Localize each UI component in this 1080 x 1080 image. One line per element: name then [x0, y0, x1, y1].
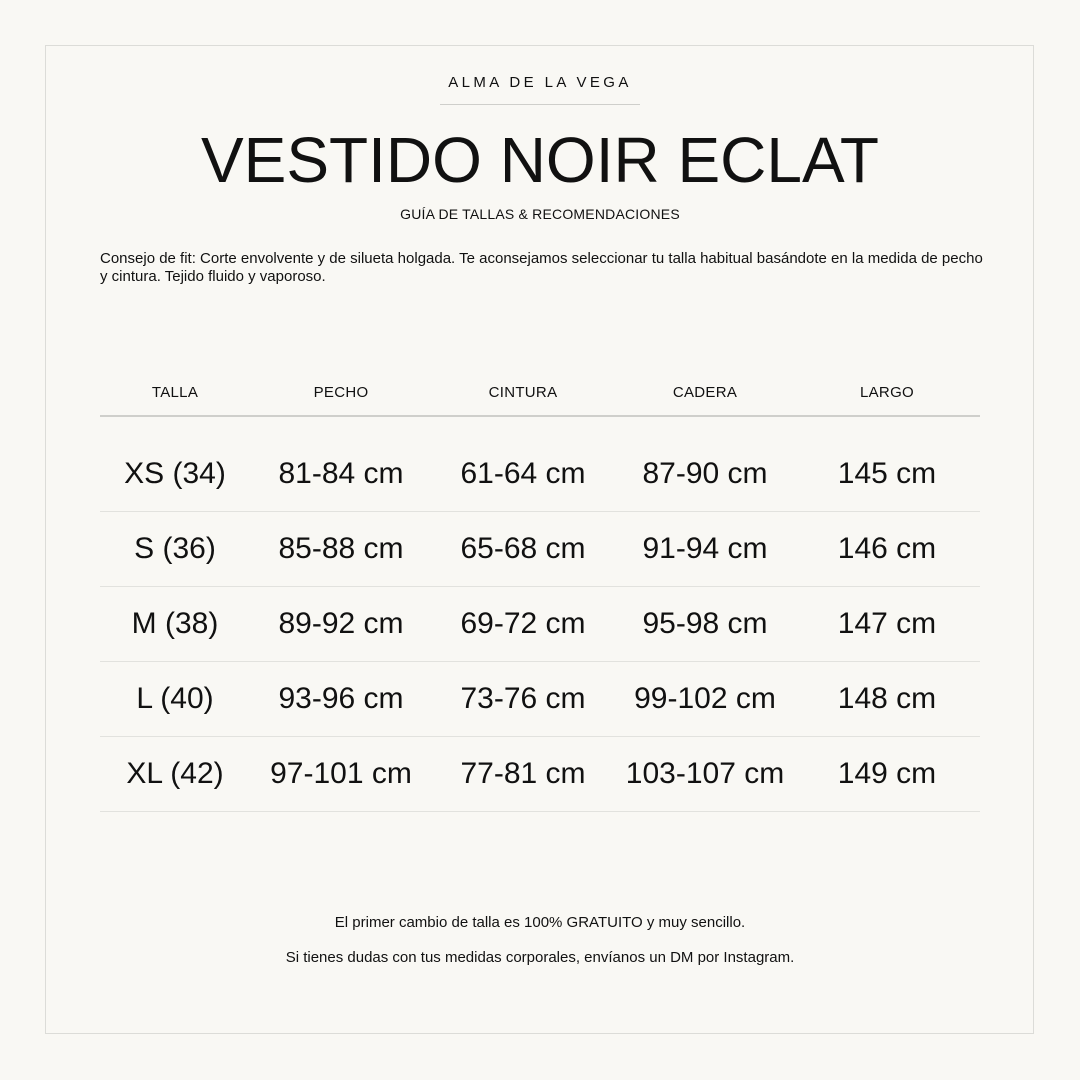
size-cell: XS (34) — [124, 457, 226, 490]
waist-cell: 69-72 cm — [460, 607, 586, 640]
hip-cell: 91-94 cm — [642, 532, 768, 565]
hip-cell: 99-102 cm — [634, 682, 776, 715]
header-largo: LARGO — [859, 384, 914, 401]
exchange-note: El primer cambio de talla es 100% GRATUITO y muy sencillo. — [334, 914, 746, 931]
chest-cell: 85-88 cm — [278, 532, 404, 565]
page-subtitle: GUÍA DE TALLAS & RECOMENDACIONES — [400, 206, 680, 222]
waist-cell: 77-81 cm — [460, 757, 586, 790]
table-body — [100, 417, 980, 812]
waist-cell: 73-76 cm — [460, 682, 586, 715]
size-cell: L (40) — [136, 682, 214, 715]
length-cell: 145 cm — [837, 457, 937, 490]
hip-cell: 95-98 cm — [642, 607, 768, 640]
size-table — [100, 370, 980, 812]
size-cell: S (36) — [134, 532, 216, 565]
table-header — [100, 370, 980, 417]
length-cell: 148 cm — [837, 682, 937, 715]
fit-tip: Consejo de fit: Corte envolvente y de silueta holgada. Te aconsejamos seleccionar tu talla habitual basándote en la medida de pecho y cintura. Tejido fluido y vaporoso. — [100, 250, 983, 285]
header-talla: TALLA — [151, 384, 199, 401]
table-row — [100, 737, 980, 812]
size-cell: XL (42) — [126, 757, 224, 790]
hip-cell: 87-90 cm — [642, 457, 768, 490]
table-row — [100, 512, 980, 587]
table-row — [100, 662, 980, 737]
chest-cell: 81-84 cm — [278, 457, 404, 490]
chest-cell: 89-92 cm — [278, 607, 404, 640]
waist-cell: 61-64 cm — [460, 457, 586, 490]
hip-cell: 103-107 cm — [625, 757, 785, 790]
size-cell: M (38) — [131, 607, 219, 640]
header-cintura: CINTURA — [488, 384, 558, 401]
table-row — [100, 587, 980, 662]
contact-note: Si tienes dudas con tus medidas corporales, envíanos un DM por Instagram. — [285, 949, 795, 966]
brand-divider — [440, 104, 640, 105]
waist-cell: 65-68 cm — [460, 532, 586, 565]
table-row — [100, 437, 980, 512]
header-pecho: PECHO — [313, 384, 369, 401]
chest-cell: 97-101 cm — [270, 757, 412, 790]
brand-name: ALMA DE LA VEGA — [448, 74, 632, 91]
length-cell: 149 cm — [837, 757, 937, 790]
length-cell: 146 cm — [837, 532, 937, 565]
length-cell: 147 cm — [837, 607, 937, 640]
header-cadera: CADERA — [672, 384, 738, 401]
page-title: VESTIDO NOIR ECLAT — [200, 124, 880, 196]
chest-cell: 93-96 cm — [278, 682, 404, 715]
